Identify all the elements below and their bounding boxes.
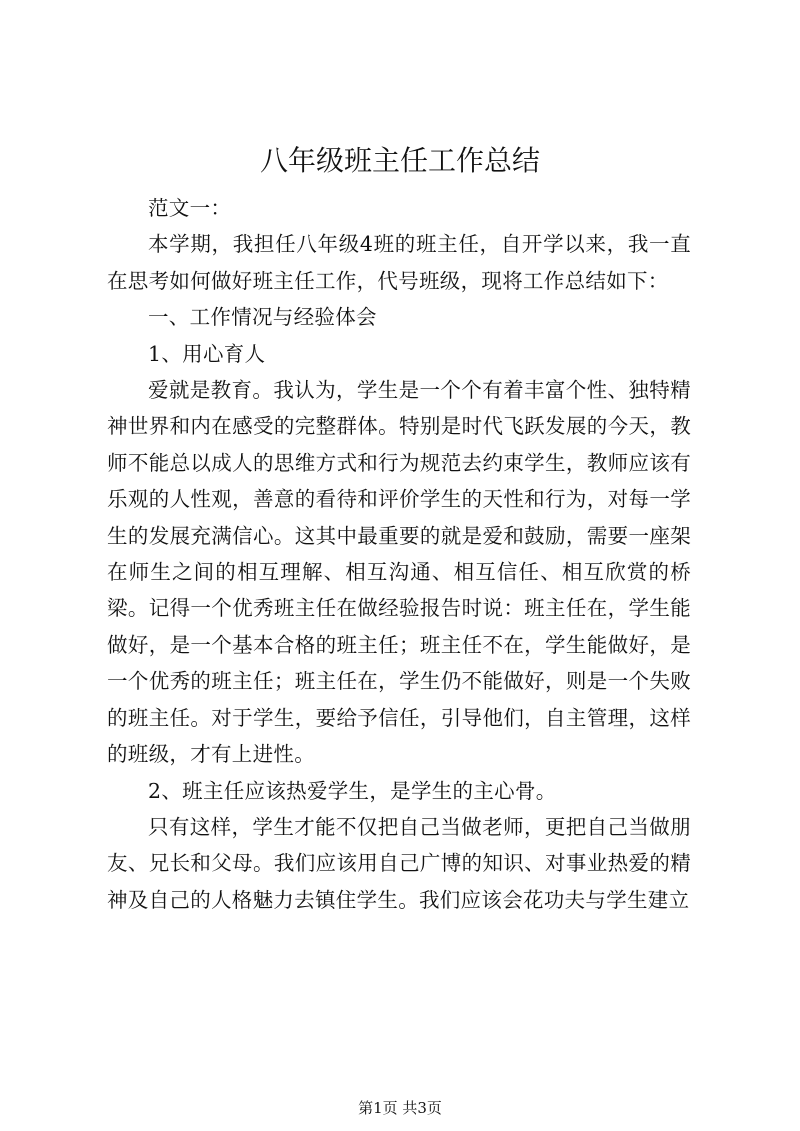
paragraph-intro: 本学期，我担任八年级4班的班主任，自开学以来，我一直在思考如何做好班主任工作，代号班级，现将工作总结如下： — [107, 232, 691, 293]
page-footer: 第1页 共3页 — [358, 1099, 442, 1117]
document-body — [107, 190, 691, 918]
section-heading: 一、工作情况与经验体会 — [148, 305, 377, 330]
paragraph-relationship: 只有这样，学生才能不仅把自己当做老师，更把自己当做朋友、兄长和父母。我们应该用自己广博的知识、对事业热爱的精神及自己的人格魅力去镇住学生。我们应该会花功夫与学生建立 — [107, 814, 691, 912]
document-title: 八年级班主任工作总结 — [259, 144, 540, 177]
paragraph-love-education: 爱就是教育。我认为，学生是一个个有着丰富个性、独特精神世界和内在感受的完整群体。特别是时代飞跃发展的今天，教师不能总以成人的思维方式和行为规范去约束学生，教师应该有乐观的人性观，善意的看待和评价学生的天性和行为，对每一学生的发展充满信心。这其中最重要的就是爱和鼓励，需要一座架在师生之间的相互理解、相互沟通、相互信任、相互欣赏的桥梁。记得一个优秀班主任在做经验报告时说：班主任在，学生能做好，是一个基本合格的班主任；班主任不在，学生能做好，是一个优秀的班主任；班主任在，学生仍不能做好，则是一个失败的班主任。对于学生，要给予信任，引导他们，自主管理，这样的班级，才有上进性。 — [107, 378, 691, 767]
paragraph-sample-label: 范文一： — [148, 196, 232, 220]
subsection-heading-2: 2、班主任应该热爱学生，是学生的主心骨。 — [148, 778, 557, 803]
subsection-heading-1: 1、用心育人 — [148, 341, 266, 366]
